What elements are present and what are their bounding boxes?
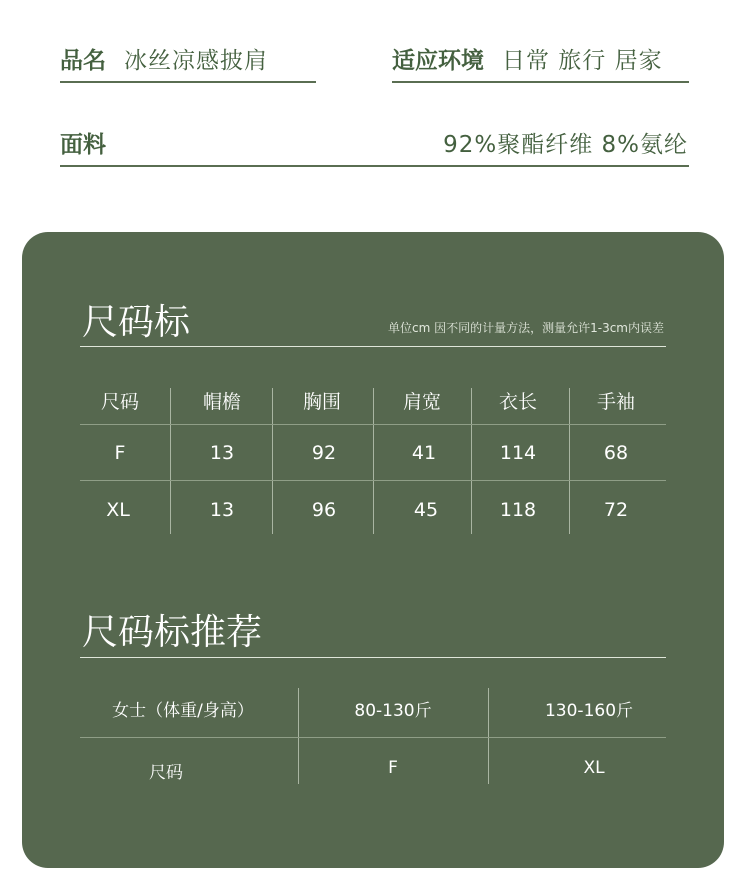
table-cell: 80-130斤 [354, 701, 432, 721]
table-cell: 130-160斤 [544, 701, 634, 721]
table-cell: 尺码 [149, 763, 183, 783]
product-name-row [60, 42, 268, 75]
size-chart-title-rule [80, 346, 666, 347]
table-cell: 114 [499, 442, 537, 464]
table-cell: F [388, 758, 398, 778]
scene-row [392, 42, 663, 75]
size-panel [22, 232, 724, 868]
table-cell: XL [583, 758, 605, 778]
table-cell: 45 [413, 499, 439, 521]
size-chart-note: 单位cm 因不同的计量方法，测量允许1-3cm内误差 [388, 321, 664, 335]
table-cell: F [114, 442, 126, 464]
recommend-title-rule [80, 657, 666, 658]
col-divider [488, 688, 489, 784]
row-divider [80, 480, 666, 481]
size-chart-title: 尺码标 [82, 302, 191, 343]
col-divider [170, 388, 171, 534]
col-divider [373, 388, 374, 534]
header-cell: 肩宽 [402, 391, 441, 413]
fabric-underline [60, 165, 689, 167]
table-cell: 72 [603, 499, 629, 521]
table-cell: 118 [499, 499, 537, 521]
table-cell: 13 [209, 499, 235, 521]
col-divider [471, 388, 472, 534]
col-divider [298, 688, 299, 784]
header-cell: 衣长 [498, 391, 537, 413]
header-cell: 胸围 [302, 391, 341, 413]
recommend-title: 尺码标推荐 [82, 612, 263, 653]
product-name-value: 冰丝凉感披肩 [124, 48, 268, 74]
col-divider [569, 388, 570, 534]
table-cell: 女士（体重/身高） [112, 701, 254, 721]
fabric-label-wrap [60, 126, 106, 159]
header-cell: 手袖 [596, 391, 635, 413]
col-divider [272, 388, 273, 534]
table-cell: 13 [209, 442, 235, 464]
scene-label: 适应环境 [392, 48, 484, 74]
table-cell: XL [106, 499, 130, 521]
row-divider [80, 737, 666, 738]
table-cell: 41 [411, 442, 437, 464]
fabric-value: 92%聚酯纤维 8%氨纶 [443, 132, 688, 158]
fabric-value-wrap [443, 126, 688, 159]
table-cell: 92 [311, 442, 337, 464]
scene-underline [392, 81, 689, 83]
product-name-underline [60, 81, 316, 83]
table-cell: 96 [311, 499, 337, 521]
header-cell: 尺码 [100, 391, 139, 413]
product-name-label: 品名 [60, 48, 106, 74]
table-cell: 68 [603, 442, 629, 464]
header-cell: 帽檐 [202, 391, 241, 413]
scene-value: 日常 旅行 居家 [502, 48, 663, 74]
row-divider [80, 424, 666, 425]
fabric-label: 面料 [60, 132, 106, 158]
